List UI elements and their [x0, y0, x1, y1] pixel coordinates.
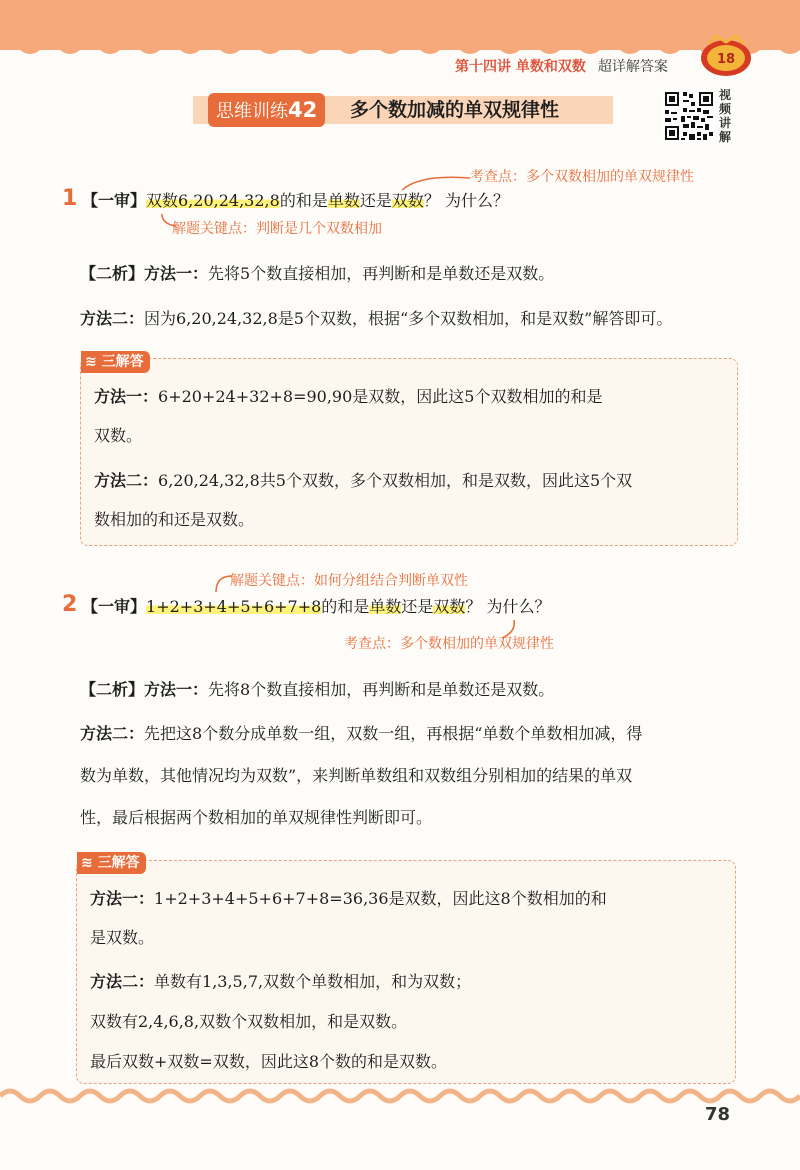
page-number: 78	[705, 1104, 731, 1125]
q2-analysis-method2-line3: 性，最后根据两个数相加的单双规律性判断即可。	[80, 808, 433, 827]
q1-analysis-method2: 方法二：因为6,20,24,32,8是5个双数，根据“多个双数相加，和是双数”解答即可。	[80, 309, 673, 328]
q2-analysis-method2-line1: 方法二：先把这8个数分成单数一组，双数一组，再根据“单数个单数相加减，得	[80, 724, 643, 743]
running-header	[455, 56, 668, 76]
qr-code-icon[interactable]	[663, 90, 715, 142]
publisher-seal-icon	[698, 34, 754, 78]
q2-answer-method2-line3: 最后双数+双数=双数，因此这8个数的和是双数。	[90, 1052, 447, 1071]
q2-analysis-method1: 【二析】方法一：先将8个数直接相加，再判断和是单数还是双数。	[80, 680, 555, 699]
q2-number: 2	[62, 592, 78, 617]
q1-annot-key-point: 解题关键点：判断是几个双数相加	[172, 221, 382, 237]
top-wave-decoration	[0, 40, 800, 62]
series-name: 超详解答案	[597, 59, 668, 75]
q1-annot-exam-point: 考查点：多个双数相加的单双规律性	[470, 169, 694, 185]
q2-analysis-method2-line2: 数为单数，其他情况均为双数”，来判断单数组和双数组分别相加的结果的单双	[80, 766, 633, 785]
q2-answer-method2-line2: 双数有2,4,6,8,双数个双数相加，和是双数。	[90, 1012, 408, 1031]
q2-question: 【一审】1+2+3+4+5+6+7+8的和是单数还是双数？ 为什么？	[82, 597, 551, 616]
q1-number: 1	[62, 186, 78, 211]
q2-annot-key-point: 解题关键点：如何分组结合判断单双性	[230, 573, 468, 589]
q1-analysis-method1: 【二析】方法一：先将5个数直接相加，再判断和是单数还是双数。	[80, 264, 555, 283]
q2-answer-method1-line2: 是双数。	[90, 928, 155, 947]
q2-annot-exam-point: 考查点：多个数相加的单双规律性	[344, 636, 554, 652]
q1-answer-method2-line2: 数相加的和还是双数。	[94, 510, 255, 529]
q1-answer-method1-line1: 方法一：6+20+24+32+8=90,90是双数，因此这5个双数相加的和是	[94, 387, 603, 406]
q1-question: 【一审】双数6,20,24,32,8的和是单数还是双数？ 为什么？	[82, 191, 509, 210]
q2-answer-tag: ≋ 三解答	[77, 852, 146, 874]
svg-text:18: 18	[716, 52, 736, 67]
q2-answer-method2-line1: 方法二：单数有1,3,5,7,双数个单数相加，和为双数；	[90, 972, 472, 991]
page-title: 多个数加减的单双规律性	[350, 99, 560, 121]
qr-label: 视 频 讲 解	[719, 88, 732, 144]
bottom-wave-decoration	[0, 1082, 800, 1112]
q1-answer-method2-line1: 方法二：6,20,24,32,8共5个双数，多个双数相加，和是双数，因此这5个双	[94, 471, 633, 490]
q1-answer-tag: ≋ 三解答	[81, 351, 150, 373]
training-tag: 思维训练42	[208, 93, 325, 127]
q2-answer-method1-line1: 方法一：1+2+3+4+5+6+7+8=36,36是双数，因此这8个数相加的和	[90, 889, 607, 908]
q1-answer-method1-line2: 双数。	[94, 426, 143, 445]
lesson-title: 第十四讲 单数和双数	[455, 59, 586, 75]
